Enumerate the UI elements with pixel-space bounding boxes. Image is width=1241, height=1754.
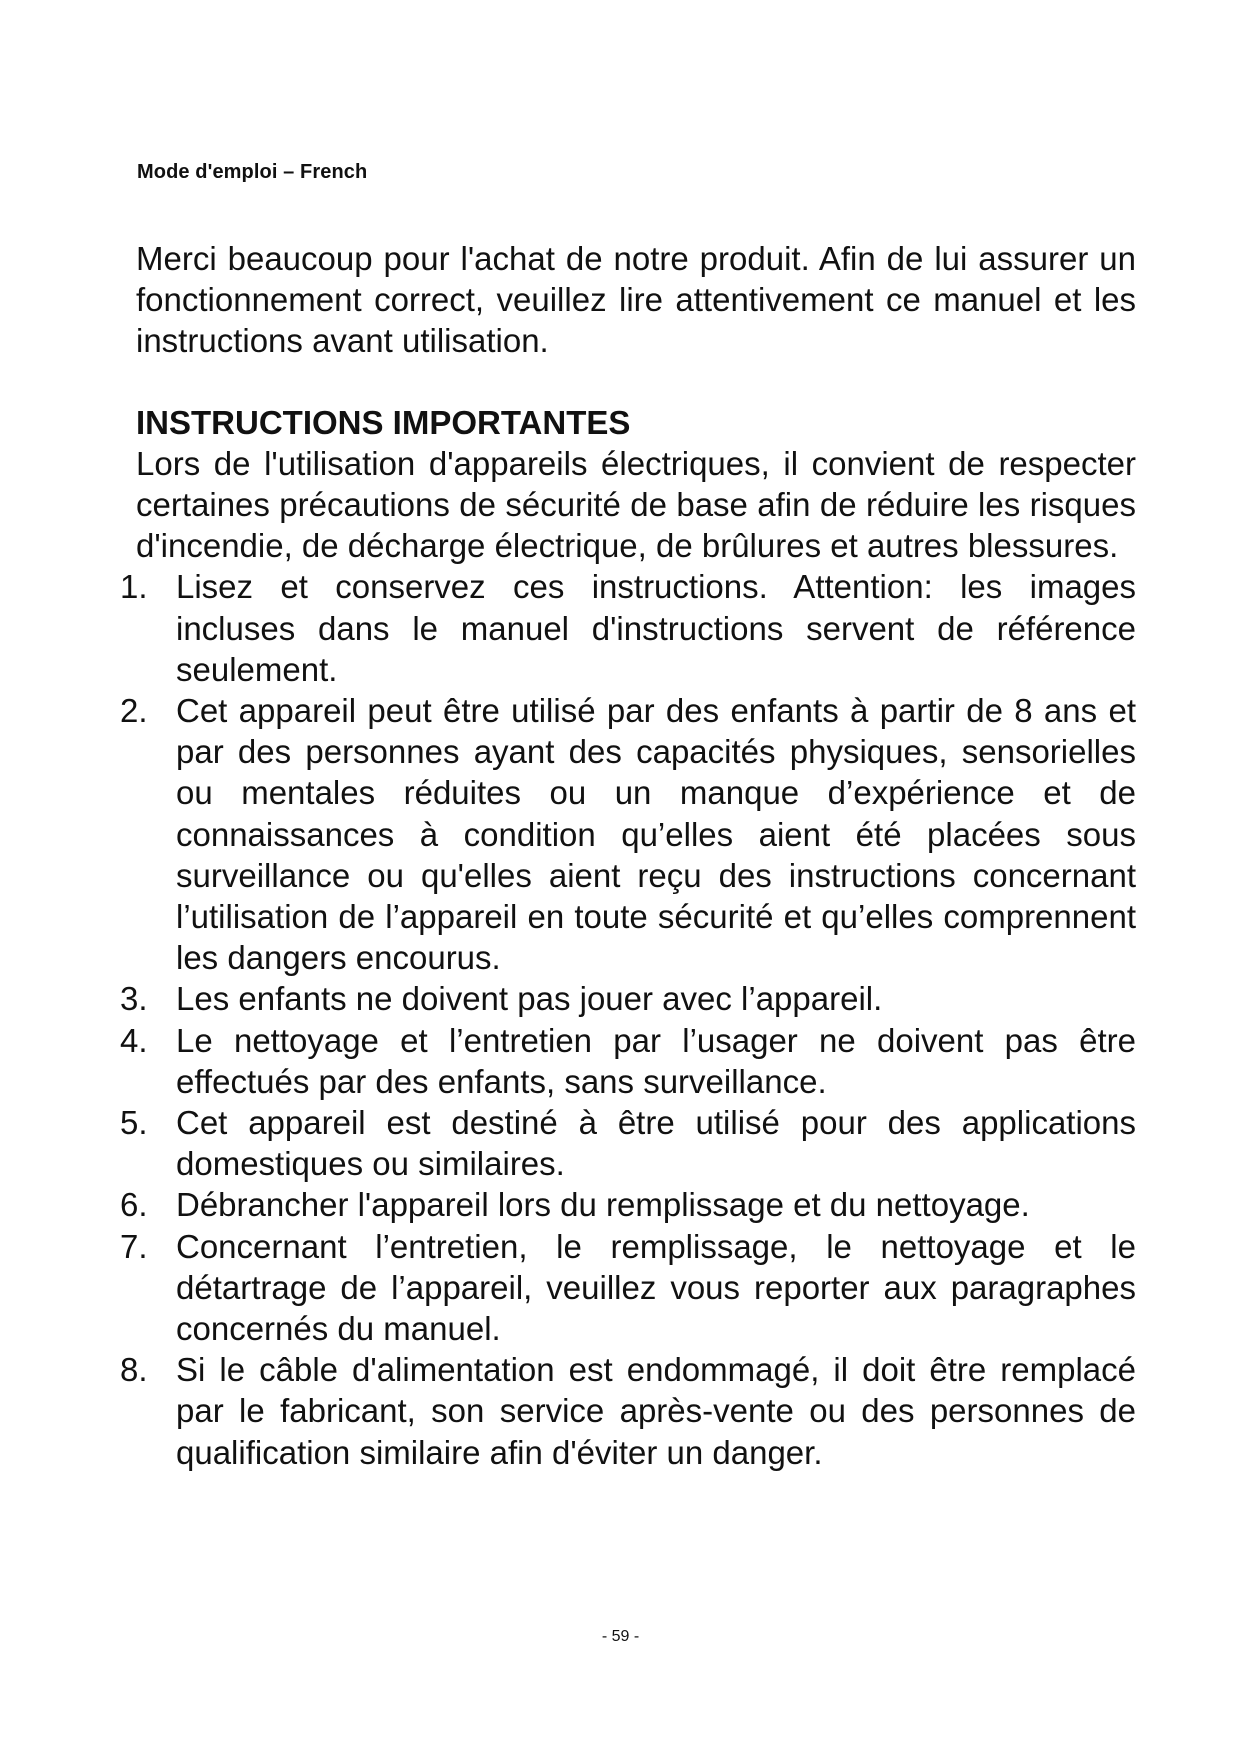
list-item: [120, 1184, 1136, 1225]
list-item-text: Si le câble d'alimentation est endommagé, il doit être remplacé par le fabricant, son service après-vente ou des personnes de qualification similaire afin d'éviter un danger.: [176, 1351, 1136, 1471]
section-heading: INSTRUCTIONS IMPORTANTES: [136, 403, 631, 441]
list-item-number: 5.: [120, 1104, 148, 1142]
list-item-text: Les enfants ne doivent pas jouer avec l’appareil.: [176, 980, 883, 1018]
list-item: [120, 690, 1136, 978]
list-item-number: 7.: [120, 1227, 148, 1265]
page-content: [120, 238, 1136, 1473]
list-item: [120, 1102, 1136, 1184]
list-item-text: Débrancher l'appareil lors du remplissage et du nettoyage.: [176, 1186, 1030, 1224]
list-item: [120, 1020, 1136, 1102]
list-item: [120, 978, 1136, 1019]
section-lead-paragraph: Lors de l'utilisation d'appareils électriques, il convient de respecter certaines précautions de sécurité de base afin de réduire les risques d'incendie, de décharge électrique, de brûlures et autres blessures.: [136, 444, 1136, 565]
list-item-number: 2.: [120, 692, 148, 730]
list-item-number: 4.: [120, 1021, 148, 1059]
list-item: [120, 566, 1136, 690]
list-item-number: 1.: [120, 568, 148, 606]
instruction-list: [120, 566, 1136, 1472]
list-item-text: Concernant l’entretien, le remplissage, le nettoyage et le détartrage de l’appareil, veuillez vous reporter aux paragraphes concernés du manuel.: [176, 1227, 1136, 1348]
page-number: - 59 -: [601, 1628, 640, 1645]
list-item-text: Cet appareil peut être utilisé par des enfants à partir de 8 ans et par des personnes ayant des capacités physiques, sensorielles ou mentales réduites ou un manque d’expérience et de connaissances à condition qu’elles aient été placées sous surveillance ou qu'elles aient reçu des instructions concernant l’utilisation de l’appareil en toute sécurité et qu’elles comprennent les dangers encourus.: [176, 692, 1136, 977]
list-item-text: Lisez et conservez ces instructions. Attention: les images incluses dans le manuel d'instructions servent de référence seulement.: [176, 568, 1136, 688]
list-item-text: Le nettoyage et l’entretien par l’usager ne doivent pas être effectués par des enfants, sans surveillance.: [176, 1021, 1136, 1100]
list-item-number: 3.: [120, 980, 148, 1018]
list-item: [120, 1226, 1136, 1350]
list-item: [120, 1349, 1136, 1473]
list-item-number: 8.: [120, 1351, 148, 1389]
list-item-text: Cet appareil est destiné à être utilisé pour des applications domestiques ou similaires.: [176, 1104, 1136, 1183]
document-header-label: Mode d'emploi – French: [137, 161, 368, 183]
list-item-number: 6.: [120, 1186, 148, 1224]
intro-paragraph: Merci beaucoup pour l'achat de notre produit. Afin de lui assurer un fonctionnement correct, veuillez lire attentivement ce manuel et les instructions avant utilisation.: [136, 240, 1136, 360]
